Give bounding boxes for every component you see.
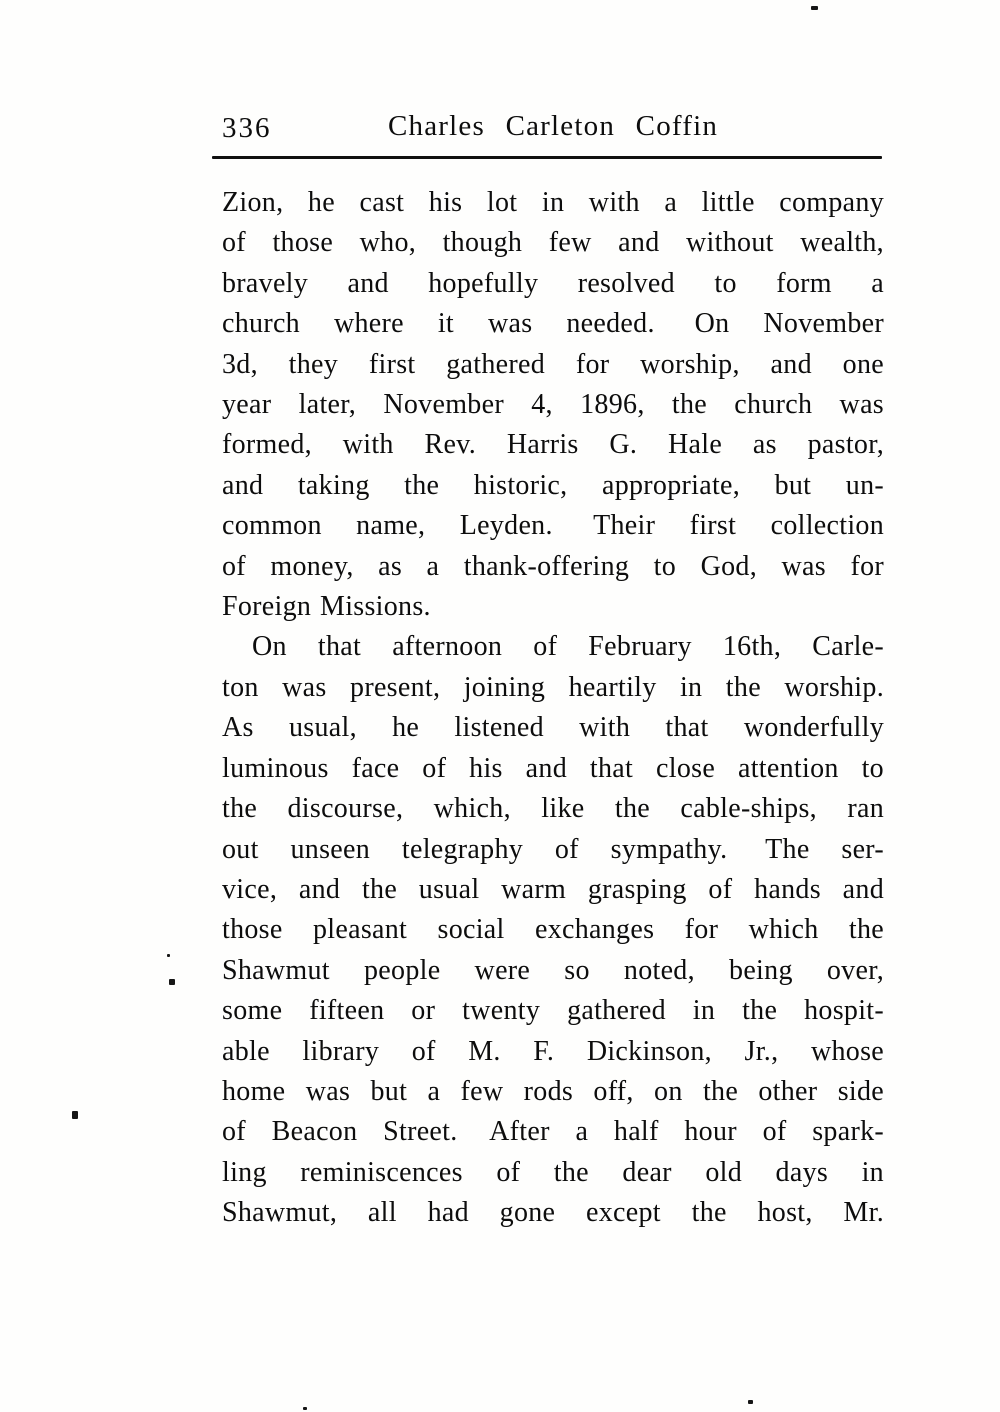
text-line: of Beacon Street. After a half hour of spark-: [222, 1116, 884, 1148]
text-line: Shawmut, all had gone except the host, Mr.: [222, 1197, 884, 1229]
text-line: On that afternoon of February 16th, Carle-: [252, 631, 884, 663]
text-line: Zion, he cast his lot in with a little company: [222, 187, 884, 218]
text-line: As usual, he listened with that wonderfully: [222, 712, 884, 744]
text-line: some fifteen or twenty gathered in the hospit-: [222, 995, 884, 1027]
text-line: year later, November 4, 1896, the church was: [222, 389, 884, 421]
text-line: Foreign Missions.: [222, 591, 431, 623]
text-line: Shawmut people were so noted, being over,: [222, 954, 884, 986]
text-line: ling reminiscences of the dear old days in: [222, 1156, 884, 1188]
text-line: out unseen telegraphy of sympathy. The ser-: [222, 833, 884, 865]
text-line: able library of M. F. Dickinson, Jr., whose: [222, 1035, 884, 1067]
text-line: the discourse, which, like the cable-ships, ran: [222, 793, 884, 825]
text-line: home was but a few rods off, on the other side: [222, 1075, 884, 1107]
running-title: Charles Carleton Coffin: [387, 110, 719, 142]
scan-speck: [167, 954, 170, 957]
page-number: 336: [222, 112, 272, 144]
page-header: [222, 110, 884, 150]
scan-speck: [748, 1400, 753, 1404]
text-line: ton was present, joining heartily in the worship.: [222, 671, 884, 703]
text-line: formed, with Rev. Harris G. Hale as pastor,: [222, 429, 884, 461]
scan-speck: [169, 979, 175, 985]
text-line: common name, Leyden. Their first collection: [222, 510, 884, 542]
text-line: of those who, though few and without wealth,: [222, 227, 884, 259]
text-line: 3d, they first gathered for worship, and one: [222, 348, 884, 380]
text-line: and taking the historic, appropriate, but un-: [222, 469, 884, 501]
text-line: vice, and the usual warm grasping of hands and: [222, 873, 884, 905]
header-rule: [212, 156, 882, 159]
scan-speck: [303, 1407, 307, 1410]
text-line: luminous face of his and that close attention to: [222, 752, 884, 784]
text-line: church where it was needed. On November: [222, 308, 884, 340]
text-line: of money, as a thank-offering to God, was for: [222, 550, 884, 582]
scan-speck: [811, 6, 818, 10]
page-body: [222, 183, 884, 1234]
text-line: those pleasant social exchanges for which the: [222, 914, 884, 946]
text-line: bravely and hopefully resolved to form a: [222, 267, 884, 299]
scan-speck: [72, 1111, 78, 1119]
